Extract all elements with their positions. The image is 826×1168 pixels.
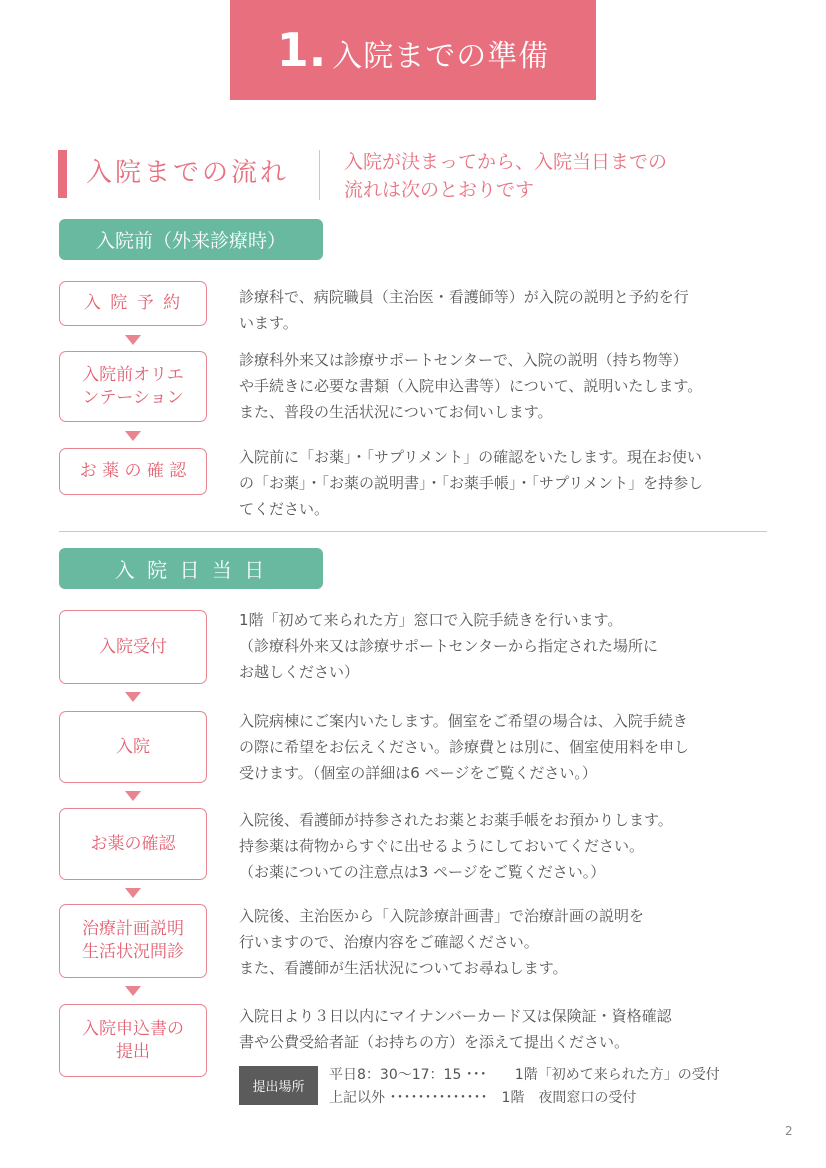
step-box-application-submission: 入院申込書の 提出 bbox=[59, 1004, 207, 1077]
step-box-admission-reception: 入院受付 bbox=[59, 610, 207, 684]
submission-line-other: 上記以外 ･･････････････ 1階 夜間窓口の受付 bbox=[329, 1090, 637, 1106]
section-divider bbox=[59, 531, 767, 532]
step-description-treatment-plan: 入院後、主治医から「入院診療計画書」で治療計画の説明を 行いますので、治療内容をご確認ください。 また、看護師が生活状況についてお尋ねします。 bbox=[239, 907, 645, 977]
step-box-medicine-check-pre: お 薬 の 確 認 bbox=[59, 448, 207, 495]
step-box-admission: 入院 bbox=[59, 711, 207, 783]
step-description-reservation: 診療科で、病院職員（主治医・看護師等）が入院の説明と予約を行 います。 bbox=[239, 288, 689, 332]
section-pre-admission: 入院前（外来診療時） bbox=[59, 219, 323, 260]
step-description-medicine-check-pre: 入院前に「お薬」・「サプリメント」の確認をいたします。現在お使い の「お薬」・「お薬の説明書」・「お薬手帳」・「サプリメント」を持参し てください。 bbox=[239, 448, 704, 518]
step-description-orientation: 診療科外来又は診療サポートセンターで、入院の説明（持ち物等） や手続きに必要な書類（入院申込書等）について、説明いたします。 また、普段の生活状況についてお伺いします。 bbox=[239, 351, 703, 421]
submission-line-weekday: 平日8：30〜17：15 ･･･ 1階「初めて来られた方」の受付 bbox=[329, 1067, 720, 1083]
flow-description bbox=[344, 148, 667, 204]
heading-divider bbox=[319, 150, 320, 200]
down-arrow-icon bbox=[125, 888, 141, 898]
down-arrow-icon bbox=[125, 986, 141, 996]
down-arrow-icon bbox=[125, 791, 141, 801]
title-banner bbox=[230, 0, 596, 100]
page-title: 入院までの準備 bbox=[332, 39, 550, 74]
flow-heading: 入院までの流れ bbox=[86, 158, 290, 188]
step-box-orientation: 入院前オリエ ンテーション bbox=[59, 351, 207, 422]
section-admission-day: 入 院 日 当 日 bbox=[59, 548, 323, 589]
title-number: 1. bbox=[276, 23, 327, 77]
down-arrow-icon bbox=[125, 431, 141, 441]
step-box-medicine-check-day: お薬の確認 bbox=[59, 808, 207, 880]
page-number: 2 bbox=[785, 1124, 793, 1138]
step-description-admission: 入院病棟にご案内いたします。個室をご希望の場合は、入院手続き の際に希望をお伝えください。診療費とは別に、個室使用料を申し 受けます。（個室の詳細は6 ページをご覧ください。） bbox=[239, 712, 690, 782]
step-description-medicine-check-day: 入院後、看護師が持参されたお薬とお薬手帳をお預かりします。 持参薬は荷物からすぐに出せるようにしておいてください。 （お薬についての注意点は3 ページをご覧ください。） bbox=[239, 811, 673, 881]
step-description-admission-reception: 1階「初めて来られた方」窓口で入院手続きを行います。 （診療科外来又は診療サポートセンターから指定された場所に お越しください） bbox=[239, 611, 658, 681]
step-box-reservation: 入 院 予 約 bbox=[59, 281, 207, 326]
submission-place-label: 提出場所 bbox=[239, 1066, 318, 1105]
step-box-treatment-plan: 治療計画説明 生活状況問診 bbox=[59, 904, 207, 978]
flow-description-line2: 流れは次のとおりです bbox=[344, 179, 535, 201]
heading-accent-bar bbox=[58, 150, 67, 198]
down-arrow-icon bbox=[125, 692, 141, 702]
flow-description-line1: 入院が決まってから、入院当日までの bbox=[344, 151, 668, 173]
step-description-application-submission: 入院日より３日以内にマイナンバーカード又は保険証・資格確認 書や公費受給者証（お持ちの方）を添えて提出ください。 bbox=[239, 1007, 672, 1051]
down-arrow-icon bbox=[125, 335, 141, 345]
